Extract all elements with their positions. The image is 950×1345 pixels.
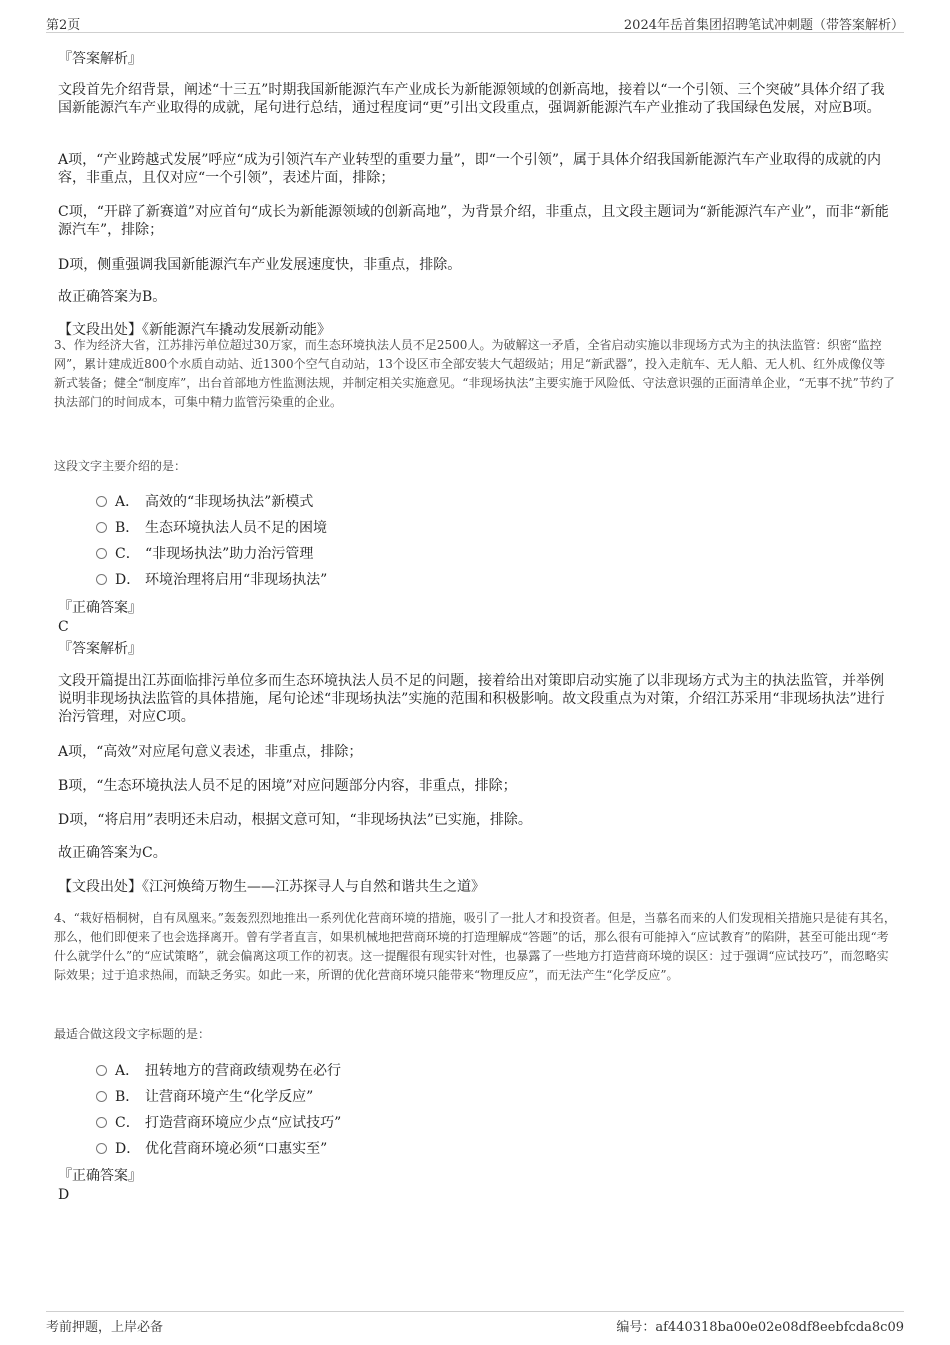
document-title: 2024年岳首集团招聘笔试冲刺题（带答案解析） — [623, 18, 904, 33]
q3-answer-label: 『正确答案』 — [58, 600, 142, 616]
q2-analysis-paragraph-3: C项，“开辟了新赛道”对应首句“成长为新能源领域的创新高地”，为背景介绍，非重点，且文段主题词为“新能源汽车产业”，而非“新能源汽车”，排除； — [58, 204, 889, 238]
q3-option-b[interactable]: B． 生态环境执法人员不足的困境 — [96, 519, 327, 537]
q4-answer-label: 『正确答案』 — [58, 1168, 142, 1184]
q3-option-d[interactable]: D． 环境治理将启用“非现场执法” — [96, 571, 327, 589]
q2-conclusion: 故正确答案为B。 — [58, 289, 167, 305]
radio-icon[interactable] — [96, 1143, 107, 1154]
q3-analysis-label: 『答案解析』 — [58, 641, 142, 657]
option-text: 生态环境执法人员不足的困境 — [145, 520, 327, 536]
q2-source: 【文段出处】《新能源汽车撬动发展新动能》 — [58, 322, 331, 338]
page-header — [46, 12, 904, 33]
q3-conclusion: 故正确答案为C。 — [58, 845, 167, 861]
q4-option-c[interactable]: C． 打造营商环境应少点“应试技巧” — [96, 1114, 341, 1132]
radio-icon[interactable] — [96, 496, 107, 507]
q3-option-c[interactable]: C． “非现场执法”助力治污管理 — [96, 545, 313, 563]
document-code: 编号：af440318ba00e02e08df8eebfcda8c09 — [616, 1320, 904, 1335]
radio-icon[interactable] — [96, 1117, 107, 1128]
q4-option-a[interactable]: A． 扭转地方的营商政绩观势在必行 — [96, 1062, 341, 1080]
q2-analysis-label: 『答案解析』 — [58, 51, 142, 67]
q4-option-d[interactable]: D． 优化营商环境必须“口惠实至” — [96, 1140, 327, 1158]
q3-question: 这段文字主要介绍的是： — [54, 459, 187, 473]
q4-question: 最适合做这段文字标题的是： — [54, 1027, 211, 1041]
option-text: 高效的“非现场执法”新模式 — [145, 494, 314, 510]
option-text: “非现场执法”助力治污管理 — [145, 546, 314, 562]
q4-stem: 4、“栽好梧桐树，自有凤凰来。”轰轰烈烈地推出一系列优化营商环境的措施，吸引了一批人才和投资者。但是，当慕名而来的人们发现相关措施只是徒有其名，那么，他们即便来了也会选择离开。曾有学者直言，如果机械地把营商环境的打造理解成“答题”的话，那么很有可能掉入“应试教育”的陷阱，甚至可能出现“考什么就学什么”的“应试策略”，就会偏离这项工作的初衷。这一提醒很有现实针对性，也暴露了一些地方打造营商环境的误区：过于强调“应试技巧”，而忽略实际效果；过于追求热闹，而缺乏务实。如此一来，所谓的优化营商环境只能带来“物理反应”，而无法产生“化学反应”。 — [54, 911, 896, 982]
page-footer — [46, 1311, 904, 1335]
q4-answer: D — [58, 1187, 70, 1203]
option-text: 扭转地方的营商政绩观势在必行 — [145, 1063, 341, 1079]
q3-answer: C — [58, 619, 69, 635]
q3-analysis-paragraph-2: A项，“高效”对应尾句意义表述，非重点，排除； — [58, 744, 363, 760]
radio-icon[interactable] — [96, 574, 107, 585]
radio-icon[interactable] — [96, 548, 107, 559]
q3-option-a[interactable]: A． 高效的“非现场执法”新模式 — [96, 493, 313, 511]
q4-option-b[interactable]: B． 让营商环境产生“化学反应” — [96, 1088, 313, 1106]
q3-analysis-paragraph-1: 文段开篇提出江苏面临排污单位多而生态环境执法人员不足的问题，接着给出对策即启动实施了以非现场方式为主的执法监管，并举例说明非现场执法监管的具体措施，尾句论述“非现场执法”实施的范围和积极影响。故文段重点为对策，介绍江苏采用“非现场执法”进行治污管理，对应C项。 — [58, 673, 885, 725]
footer-slogan: 考前押题，上岸必备 — [46, 1320, 164, 1335]
radio-icon[interactable] — [96, 522, 107, 533]
option-text: 让营商环境产生“化学反应” — [145, 1089, 314, 1105]
q2-analysis-paragraph-1: 文段首先介绍背景，阐述“十三五”时期我国新能源汽车产业成长为新能源领域的创新高地，接着以“一个引领、三个突破”具体介绍了我国新能源汽车产业取得的成就，尾句进行总结，通过程度词“更”引出文段重点，强调新能源汽车产业推动了我国绿色发展，对应B项。 — [58, 82, 885, 116]
q3-analysis-paragraph-3: B项，“生态环境执法人员不足的困境”对应问题部分内容，非重点，排除； — [58, 778, 517, 794]
radio-icon[interactable] — [96, 1091, 107, 1102]
q3-stem: 3、作为经济大省，江苏排污单位超过30万家，而生态环境执法人员不足2500人。为破解这一矛盾，全省启动实施以非现场方式为主的执法监管：织密“监控网”，累计建成近800个水质自动站、近1300个空气自动站，13个设区市全部安装大气超级站；用足“新武器”，投入走航车、无人船、无人机、红外成像仪等新式装备；健全“制度库”，出台首部地方性监测法规，并制定相关实施意见。“非现场执法”主要实施于风险低、守法意识强的正面清单企业，“无事不扰”节约了执法部门的时间成本，可集中精力监管污染重的企业。 — [54, 338, 895, 409]
q2-analysis-paragraph-2: A项，“产业跨越式发展”呼应“成为引领汽车产业转型的重要力量”，即“一个引领”，属于具体介绍我国新能源汽车产业取得的成就的内容，非重点，且仅对应“一个引领”，表述片面，排除； — [58, 152, 882, 186]
page-number: 第2页 — [46, 18, 81, 33]
q3-source: 【文段出处】《江河焕绮万物生——江苏探寻人与自然和谐共生之道》 — [58, 879, 485, 895]
option-text: 环境治理将启用“非现场执法” — [145, 572, 328, 588]
option-text: 打造营商环境应少点“应试技巧” — [145, 1115, 342, 1131]
option-text: 优化营商环境必须“口惠实至” — [145, 1141, 328, 1157]
q3-analysis-paragraph-4: D项，“将启用”表明还未启动，根据文意可知，“非现场执法”已实施，排除。 — [58, 812, 532, 828]
q2-analysis-paragraph-4: D项，侧重强调我国新能源汽车产业发展速度快，非重点，排除。 — [58, 257, 462, 273]
radio-icon[interactable] — [96, 1065, 107, 1076]
